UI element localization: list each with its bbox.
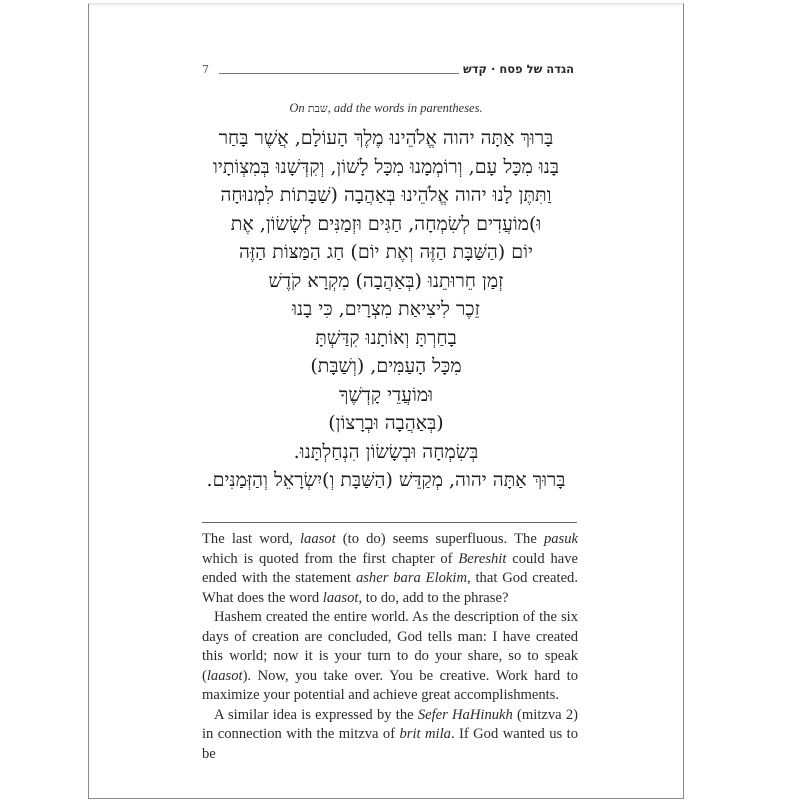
text-run: (to do) seems superfluous. The	[335, 531, 544, 547]
instruction-suffix: , add the words in parentheses.	[327, 101, 483, 115]
blessing-line: בָחַרְתָּ וְאוֹתָנוּ קִדַּשְׁתָּ	[315, 326, 457, 349]
italic-term: laasot	[299, 531, 336, 547]
running-head-rule	[219, 73, 459, 74]
blessing-line: זֵכֶר לִיצִיאַת מִצְרָיִם, כִּי בָנוּ	[292, 298, 480, 320]
commentary-paragraph	[202, 530, 578, 608]
italic-term: laasot	[322, 589, 359, 606]
text-run: . If God wanted us to be	[202, 726, 578, 762]
blessing-line: בָּרוּךְ אַתָּה יהוה, מְקַדֵּשׁ (הַשַּׁבָּת וְ)יִשְׂרָאֵל וְהַזְּמַנִּים.	[206, 469, 566, 491]
blessing-line: וַתִּתֶּן לָנוּ יהוה אֱלֹהֵינוּ בְּאַהֲבָה (שַׁבָּתוֹת לִמְנוּחָה	[220, 184, 552, 206]
text-run: , to do, add to the phrase?	[358, 589, 509, 606]
italic-term: brit mila	[399, 726, 451, 742]
book-page	[88, 3, 684, 799]
text-run: could have ended with the statement	[202, 550, 578, 586]
text-run: , that God created. What does the word	[202, 570, 578, 606]
text-run: (mitzva 2) in connection with the mitzva of	[202, 706, 578, 742]
commentary-paragraph	[202, 608, 578, 706]
running-head	[202, 60, 574, 76]
text-run: A similar idea is expressed by the	[214, 706, 418, 723]
blessing-line: וּמוֹעֲדֵי קָדְשֶׁךָ	[339, 383, 433, 406]
text-run: which is quoted from the first chapter of	[202, 550, 459, 567]
blessing-line: מִכָּל הָעַמִּים, (וְשַׁבָּת)	[310, 355, 462, 377]
blessing-line: בָּרוּךְ אַתָּה יהוה אֱלֹהֵינוּ מֶלֶךְ הָעוֹלָם, אֲשֶׁר בָּחַר	[218, 127, 554, 149]
text-run: The last word,	[202, 531, 300, 547]
commentary-text	[202, 530, 578, 764]
text-run: Hashem created the entire world. As the description of the six days of creation are concluded, God tells man: I have created this world; now it is your turn to do your share, so to speak (	[202, 609, 578, 684]
commentary-paragraph	[202, 706, 578, 765]
instruction-note	[89, 101, 683, 116]
blessing-line: בָּנוּ מִכָּל עָם, וְרוֹמְמָנוּ מִכָּל לָשׁוֹן, וְקִדְּשָׁנוּ בְּמִצְוֹתָיו	[212, 155, 560, 178]
instruction-hebrew-word: שבת	[307, 102, 328, 115]
italic-term: laasot	[206, 667, 243, 684]
running-head-title: הגדה של פסח · קדש	[463, 62, 574, 76]
blessing-line: יוֹם (הַשַּׁבָּת הַזֶּה וְאֶת יוֹם) חַג הַמַּצּוֹת הַזֶּה	[239, 241, 533, 263]
italic-term: Bereshit	[458, 550, 507, 567]
instruction-prefix: On	[289, 101, 308, 115]
blessing-line: וּ)מוֹעֲדִים לְשִׂמְחָה, חַגִּים וּזְמַנִּים לְשָׂשׂוֹן, אֶת	[230, 212, 542, 235]
blessing-line: בְּשִׂמְחָה וּבְשָׂשׂוֹן הִנְחַלְתָּנוּ.	[293, 440, 479, 463]
italic-term: asher bara Elokim	[355, 570, 467, 586]
blessing-line: (בְּאַהֲבָה וּבְרָצוֹן)	[328, 412, 444, 434]
italic-term: pasuk	[543, 531, 578, 547]
section-divider	[202, 522, 577, 523]
blessing-line: זְמַן חֵרוּתֵנוּ (בְּאַהֲבָה) מִקְרָא קֹדֶשׁ	[268, 269, 504, 292]
page-number: 7	[202, 63, 209, 76]
text-run: ). Now, you take over. You be creative. Work hard to maximize your potential and achieve great accomplishments.	[202, 667, 578, 703]
kiddush-blessing	[89, 124, 683, 495]
italic-term: Sefer HaHinukh	[417, 706, 513, 723]
